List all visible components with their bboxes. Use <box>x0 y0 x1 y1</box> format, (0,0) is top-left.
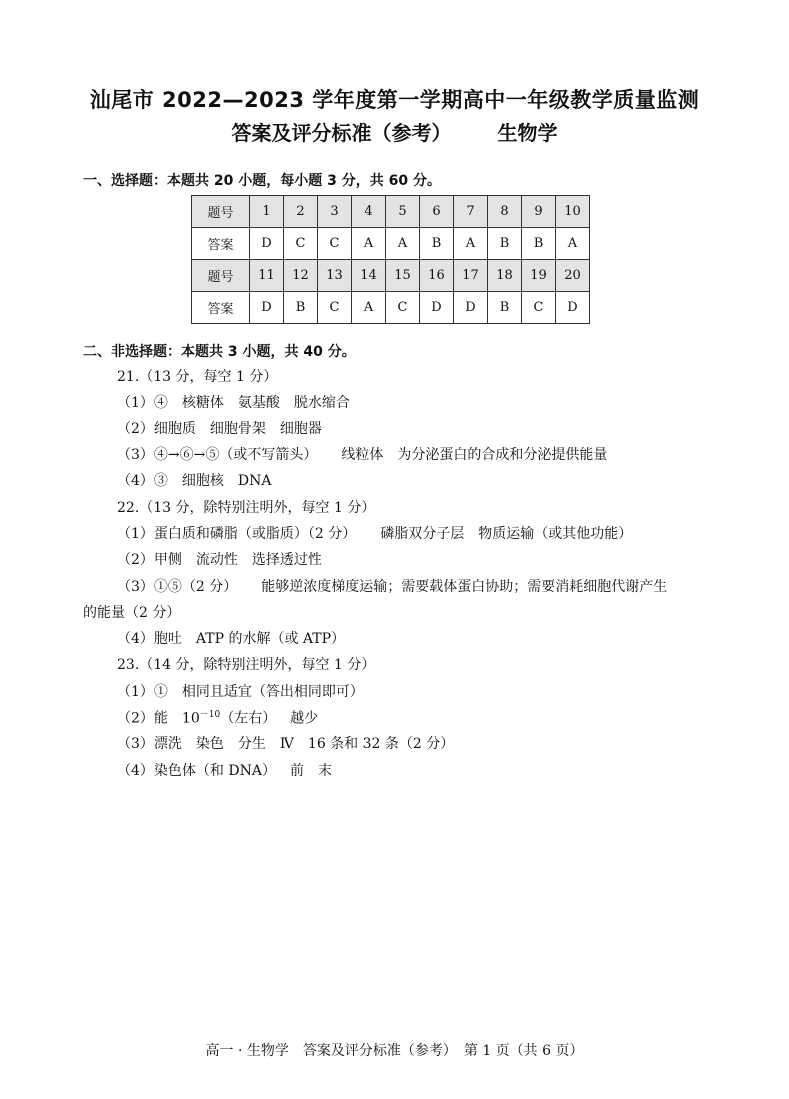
table-cell: B <box>488 292 522 324</box>
answer-text: 细胞骨架 <box>209 421 266 437</box>
answer-text: 脱水缩合 <box>293 395 350 411</box>
page-title: 汕尾市 2022—2023 学年度第一学期高中一年级教学质量监测 <box>89 88 700 112</box>
answer-text: （2）甲侧 <box>117 552 182 568</box>
table-cell: 题号 <box>192 196 250 228</box>
answer-text: （4）染色体（和 DNA） <box>117 763 276 779</box>
answer-text: 氨基酸 <box>237 395 280 411</box>
table-cell: D <box>454 292 488 324</box>
answer-text: （3）①⑤（2 分） <box>117 579 238 595</box>
answer-text: 细胞核 <box>181 473 224 489</box>
table-cell: 16 <box>420 260 454 292</box>
table-cell: 9 <box>522 196 556 228</box>
table-row <box>192 292 590 324</box>
q21-answer-2 <box>117 418 322 438</box>
table-cell: D <box>250 228 284 260</box>
answer-text: （3）漂洗 <box>117 736 182 752</box>
answer-text: 末 <box>317 763 332 779</box>
q22-answer-2 <box>117 549 322 569</box>
answer-text: 染色 <box>195 736 224 752</box>
table-row <box>192 228 590 260</box>
table-cell: 17 <box>454 260 488 292</box>
q21-answer-3 <box>117 444 607 464</box>
answer-text: 线粒体 <box>341 447 384 463</box>
q22-answer-3 <box>117 576 667 596</box>
answer-text: （1）④ <box>117 395 168 411</box>
q22-heading: 22.（13 分，除特别注明外，每空 1 分） <box>117 500 376 516</box>
table-cell: 19 <box>522 260 556 292</box>
answer-text: 前 <box>289 763 304 779</box>
table-row <box>192 196 590 228</box>
q23-answer-1 <box>117 681 364 701</box>
table-cell: D <box>556 292 590 324</box>
answer-text: （1）蛋白质和磷脂（或脂质）（2 分） <box>117 526 357 542</box>
table-cell: 15 <box>386 260 420 292</box>
q22-answer-1 <box>117 523 632 543</box>
answer-text: 越少 <box>290 710 319 727</box>
table-cell: 8 <box>488 196 522 228</box>
table-cell: B <box>488 228 522 260</box>
answer-text: （2）能 <box>117 710 168 727</box>
table-cell: A <box>454 228 488 260</box>
answer-text: ATP 的水解（或 ATP） <box>195 631 346 647</box>
answer-text: 物质运输（或其他功能） <box>478 526 633 542</box>
answer-text: （4）③ <box>117 473 168 489</box>
answer-text: 分生 <box>237 736 266 752</box>
answer-text: 相同且适宜（答出相同即可） <box>181 684 364 700</box>
table-cell: D <box>250 292 284 324</box>
q23-heading: 23.（14 分，除特别注明外，每空 1 分） <box>117 657 376 673</box>
answer-text: 细胞器 <box>279 421 322 437</box>
section1-heading: 一、选择题：本题共 20 小题，每小题 3 分，共 60 分。 <box>83 173 441 189</box>
table-cell: A <box>556 228 590 260</box>
table-cell: C <box>318 292 352 324</box>
table-cell: 12 <box>284 260 318 292</box>
table-cell: A <box>386 228 420 260</box>
answer-text: Ⅳ <box>279 736 294 752</box>
answer-text: 磷脂双分子层 <box>380 526 465 542</box>
q21-answer-4 <box>117 470 272 490</box>
answer-text: 10 <box>181 710 200 727</box>
q23-answer-2 <box>117 707 318 728</box>
table-cell: 5 <box>386 196 420 228</box>
page-subtitle <box>0 117 789 146</box>
table-cell: B <box>284 292 318 324</box>
table-cell: 14 <box>352 260 386 292</box>
q23-answer-3 <box>117 733 454 753</box>
answer-text: DNA <box>237 473 272 489</box>
answer-text: （左右） <box>220 710 277 727</box>
exponent: －10 <box>199 710 221 720</box>
table-cell: 2 <box>284 196 318 228</box>
answer-text: （1）① <box>117 684 168 700</box>
section2-heading: 二、非选择题：本题共 3 小题，共 40 分。 <box>83 344 356 360</box>
table-cell: C <box>522 292 556 324</box>
table-cell: 10 <box>556 196 590 228</box>
table-cell: 题号 <box>192 260 250 292</box>
table-row <box>192 260 590 292</box>
answer-text: （4）胞吐 <box>117 631 182 647</box>
table-cell: B <box>420 228 454 260</box>
subject-label: 生物学 <box>497 121 558 145</box>
answer-text: 核糖体 <box>181 395 224 411</box>
answer-text: 选择透过性 <box>251 552 322 568</box>
table-cell: 答案 <box>192 292 250 324</box>
q22-answer-3-continued: 的能量（2 分） <box>83 605 181 621</box>
answer-text: 能够逆浓度梯度运输；需要载体蛋白协助；需要消耗细胞代谢产生 <box>261 579 668 595</box>
table-cell: C <box>284 228 318 260</box>
table-cell: 6 <box>420 196 454 228</box>
table-cell: C <box>386 292 420 324</box>
answer-text: 16 条和 32 条（2 分） <box>307 736 455 752</box>
table-cell: 20 <box>556 260 590 292</box>
table-cell: 7 <box>454 196 488 228</box>
table-cell: 4 <box>352 196 386 228</box>
subtitle-left: 答案及评分标准（参考） <box>231 121 452 145</box>
table-cell: A <box>352 292 386 324</box>
table-cell: 3 <box>318 196 352 228</box>
table-cell: D <box>420 292 454 324</box>
table-cell: C <box>318 228 352 260</box>
answer-text: （2）细胞质 <box>117 421 196 437</box>
table-cell: 18 <box>488 260 522 292</box>
q21-heading: 21.（13 分，每空 1 分） <box>117 369 278 385</box>
q23-answer-4 <box>117 760 332 780</box>
table-cell: 答案 <box>192 228 250 260</box>
page-footer: 高一 · 生物学 答案及评分标准（参考） 第 1 页（共 6 页） <box>205 1043 584 1059</box>
table-cell: 1 <box>250 196 284 228</box>
table-cell: 11 <box>250 260 284 292</box>
answer-text: （3）④→⑥→⑤（或不写箭头） <box>117 447 318 463</box>
table-cell: 13 <box>318 260 352 292</box>
answer-text: 流动性 <box>195 552 238 568</box>
answer-text: 为分泌蛋白的合成和分泌提供能量 <box>397 447 608 463</box>
table-cell: A <box>352 228 386 260</box>
q21-answer-1 <box>117 392 350 412</box>
q22-answer-4 <box>117 628 345 648</box>
answer-table <box>191 195 590 324</box>
table-cell: B <box>522 228 556 260</box>
